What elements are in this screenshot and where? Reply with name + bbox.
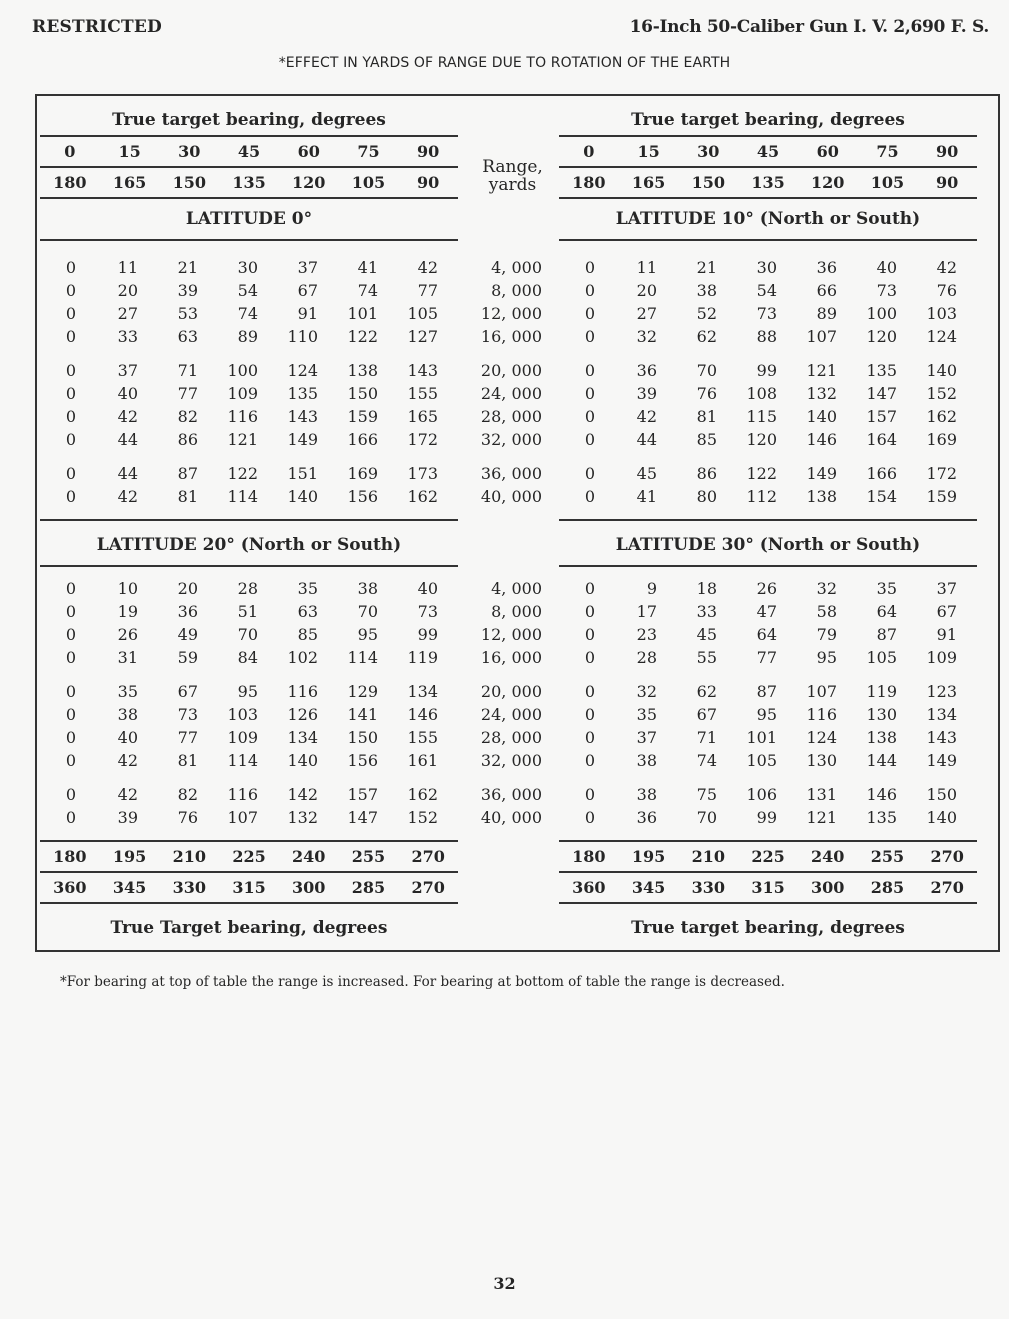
table-row: 0 39 76 107 132 147 152 <box>65 808 438 827</box>
table-row: 0 45 86 122 149 166 172 <box>584 464 957 483</box>
table-row: 0 20 38 54 66 73 76 <box>584 281 957 300</box>
table-row: 0 41 80 112 138 154 159 <box>584 487 957 506</box>
latitude-20-header: LATITUDE 20° (North or South) <box>40 519 458 567</box>
table-row: 0 42 82 116 143 159 165 <box>65 407 438 426</box>
right-bottom-bearing-header <box>559 840 977 948</box>
table-row: 0 44 85 120 146 164 169 <box>584 430 957 449</box>
latitude-30-header: LATITUDE 30° (North or South) <box>559 519 977 567</box>
bearing-row-bottom-1: 180 195 210 225 240 255 270 <box>53 847 445 866</box>
bearing-row-2: 180 165 150 135 120 105 90 <box>572 173 959 192</box>
table-row: 0 11 21 30 36 40 42 <box>584 258 957 277</box>
table-row: 0 44 87 122 151 169 173 <box>65 464 438 483</box>
bearing-row-bottom-2: 360 345 330 315 300 285 270 <box>53 878 445 897</box>
bearing-title: True target bearing, degrees <box>112 110 386 130</box>
range-column-header: Range, yards <box>482 157 543 195</box>
latitude-10-title: LATITUDE 10° (North or South) <box>615 209 921 229</box>
latitude-30-table <box>559 577 977 829</box>
table-row: 0 9 18 26 32 35 37 <box>584 579 957 598</box>
table-row: 0 32 62 87 107 119 123 <box>584 682 957 701</box>
table-row: 0 40 77 109 135 150 155 <box>65 384 438 403</box>
table-row: 0 42 81 114 140 156 161 <box>65 751 438 770</box>
table-row: 0 19 36 51 63 70 73 <box>65 602 438 621</box>
range-column-lower: 4, 000 8, 000 12, 000 16, 000 20, 000 24, 000 28, 000 32, 000 36, 000 40, 000 <box>480 579 542 827</box>
table-row: 0 36 70 99 121 135 140 <box>584 808 957 827</box>
page-number: 32 <box>493 1274 516 1293</box>
left-bottom-bearing-header <box>40 840 458 948</box>
latitude-0-title: LATITUDE 0° <box>185 209 313 229</box>
latitude-20-table <box>40 577 458 829</box>
latitude-10-table <box>559 256 977 508</box>
table-row: 0 20 39 54 67 74 77 <box>65 281 438 300</box>
table-row: 0 39 76 108 132 147 152 <box>584 384 957 403</box>
table-title: *EFFECT IN YARDS OF RANGE DUE TO ROTATION OF THE EARTH <box>278 55 731 71</box>
table-row: 0 11 21 30 37 41 42 <box>65 258 438 277</box>
bearing-row-2: 180 165 150 135 120 105 90 <box>53 173 440 192</box>
range-column-upper: 4, 000 8, 000 12, 000 16, 000 20, 000 24, 000 28, 000 32, 000 36, 000 40, 000 <box>480 258 542 506</box>
table-row: 0 31 59 84 102 114 119 <box>65 648 438 667</box>
table-row: 0 44 86 121 149 166 172 <box>65 430 438 449</box>
table-row: 0 38 73 103 126 141 146 <box>65 705 438 724</box>
table-row: 0 37 71 101 124 138 143 <box>584 728 957 747</box>
table-row: 0 38 74 105 130 144 149 <box>584 751 957 770</box>
table-row: 0 27 52 73 89 100 103 <box>584 304 957 323</box>
table-row: 0 23 45 64 79 87 91 <box>584 625 957 644</box>
bearing-row-bottom-1: 180 195 210 225 240 255 270 <box>572 847 964 866</box>
table-row: 0 42 81 114 140 156 162 <box>65 487 438 506</box>
bearing-title-bottom: True Target bearing, degrees <box>110 918 388 938</box>
table-row: 0 28 55 77 95 105 109 <box>584 648 957 667</box>
header-gun-title: 16-Inch 50-Caliber Gun I. V. 2,690 F. S. <box>629 17 989 37</box>
bearing-title: True target bearing, degrees <box>631 110 905 130</box>
table-row: 0 26 49 70 85 95 99 <box>65 625 438 644</box>
table-row: 0 32 62 88 107 120 124 <box>584 327 957 346</box>
header-classification: RESTRICTED <box>32 17 162 37</box>
bearing-row-bottom-2: 360 345 330 315 300 285 270 <box>572 878 964 897</box>
table-row: 0 17 33 47 58 64 67 <box>584 602 957 621</box>
table-row: 0 42 81 115 140 157 162 <box>584 407 957 426</box>
table-row: 0 35 67 95 116 129 134 <box>65 682 438 701</box>
bearing-row-1: 0 15 30 45 60 75 90 <box>583 142 959 161</box>
bearing-title-bottom: True target bearing, degrees <box>631 918 905 938</box>
table-row: 0 10 20 28 35 38 40 <box>65 579 438 598</box>
table-row: 0 38 75 106 131 146 150 <box>584 785 957 804</box>
table-row: 0 36 70 99 121 135 140 <box>584 361 957 380</box>
left-top-bearing-header <box>40 106 458 241</box>
table-row: 0 37 71 100 124 138 143 <box>65 361 438 380</box>
latitude-0-table <box>40 256 458 508</box>
bearing-row-1: 0 15 30 45 60 75 90 <box>64 142 440 161</box>
table-row: 0 33 63 89 110 122 127 <box>65 327 438 346</box>
table-row: 0 42 82 116 142 157 162 <box>65 785 438 804</box>
footnote: *For bearing at top of table the range is increased. For bearing at bottom of table the range is decreased. <box>60 974 785 990</box>
right-top-bearing-header <box>559 106 977 241</box>
table-row: 0 40 77 109 134 150 155 <box>65 728 438 747</box>
table-row: 0 27 53 74 91 101 105 <box>65 304 438 323</box>
table-row: 0 35 67 95 116 130 134 <box>584 705 957 724</box>
